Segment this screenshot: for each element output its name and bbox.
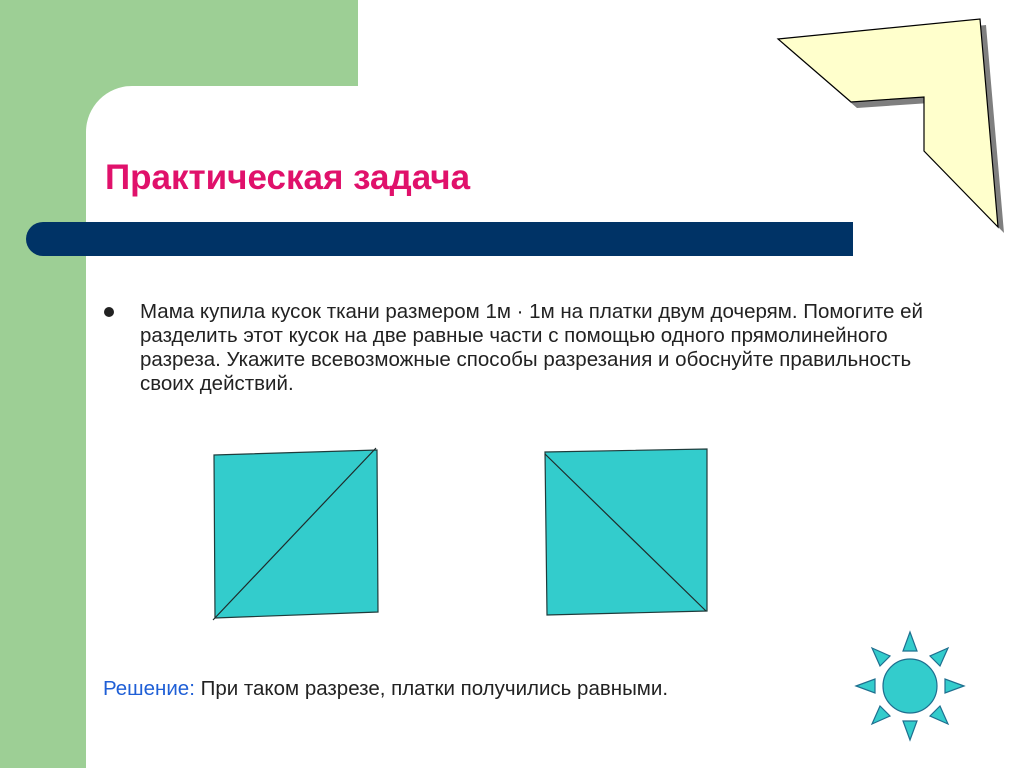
cut-diagrams xyxy=(200,440,720,630)
sun-ray-bottom-right xyxy=(930,706,948,724)
title-underline-bar xyxy=(26,222,853,256)
sun-ray-right xyxy=(945,679,964,693)
bullet-dot-icon xyxy=(104,307,114,317)
fabric-square-2 xyxy=(545,449,707,615)
sun-ray-top-right xyxy=(930,648,948,666)
solution-label: Решение: xyxy=(103,677,195,700)
sun-ray-bottom-left xyxy=(872,706,890,724)
corner-arrow-shape xyxy=(778,19,998,227)
sun-ray-top xyxy=(903,632,917,651)
sun-ray-bottom xyxy=(903,721,917,740)
sun-core xyxy=(883,659,937,713)
solution-line xyxy=(103,677,668,701)
sun-icon xyxy=(852,628,968,744)
square-diagonal-cut-2 xyxy=(545,449,707,615)
square-diagonal-cut-1 xyxy=(213,448,378,620)
task-text: Мама купила кусок ткани размером 1м · 1м на платки двум дочерям. Помогите ей разделить этот кусок на две равные части с помощью одного прямолинейного разреза. Укажите всевозможные способы разрезания и обоснуйте правильность своих действий. xyxy=(140,300,923,395)
slide-title: Практическая задача xyxy=(105,158,471,197)
corner-arrow-decoration xyxy=(770,15,1010,240)
solution-text: При таком разрезе, платки получились равными. xyxy=(200,677,669,700)
sun-ray-top-left xyxy=(872,648,890,666)
sun-ray-left xyxy=(856,679,875,693)
